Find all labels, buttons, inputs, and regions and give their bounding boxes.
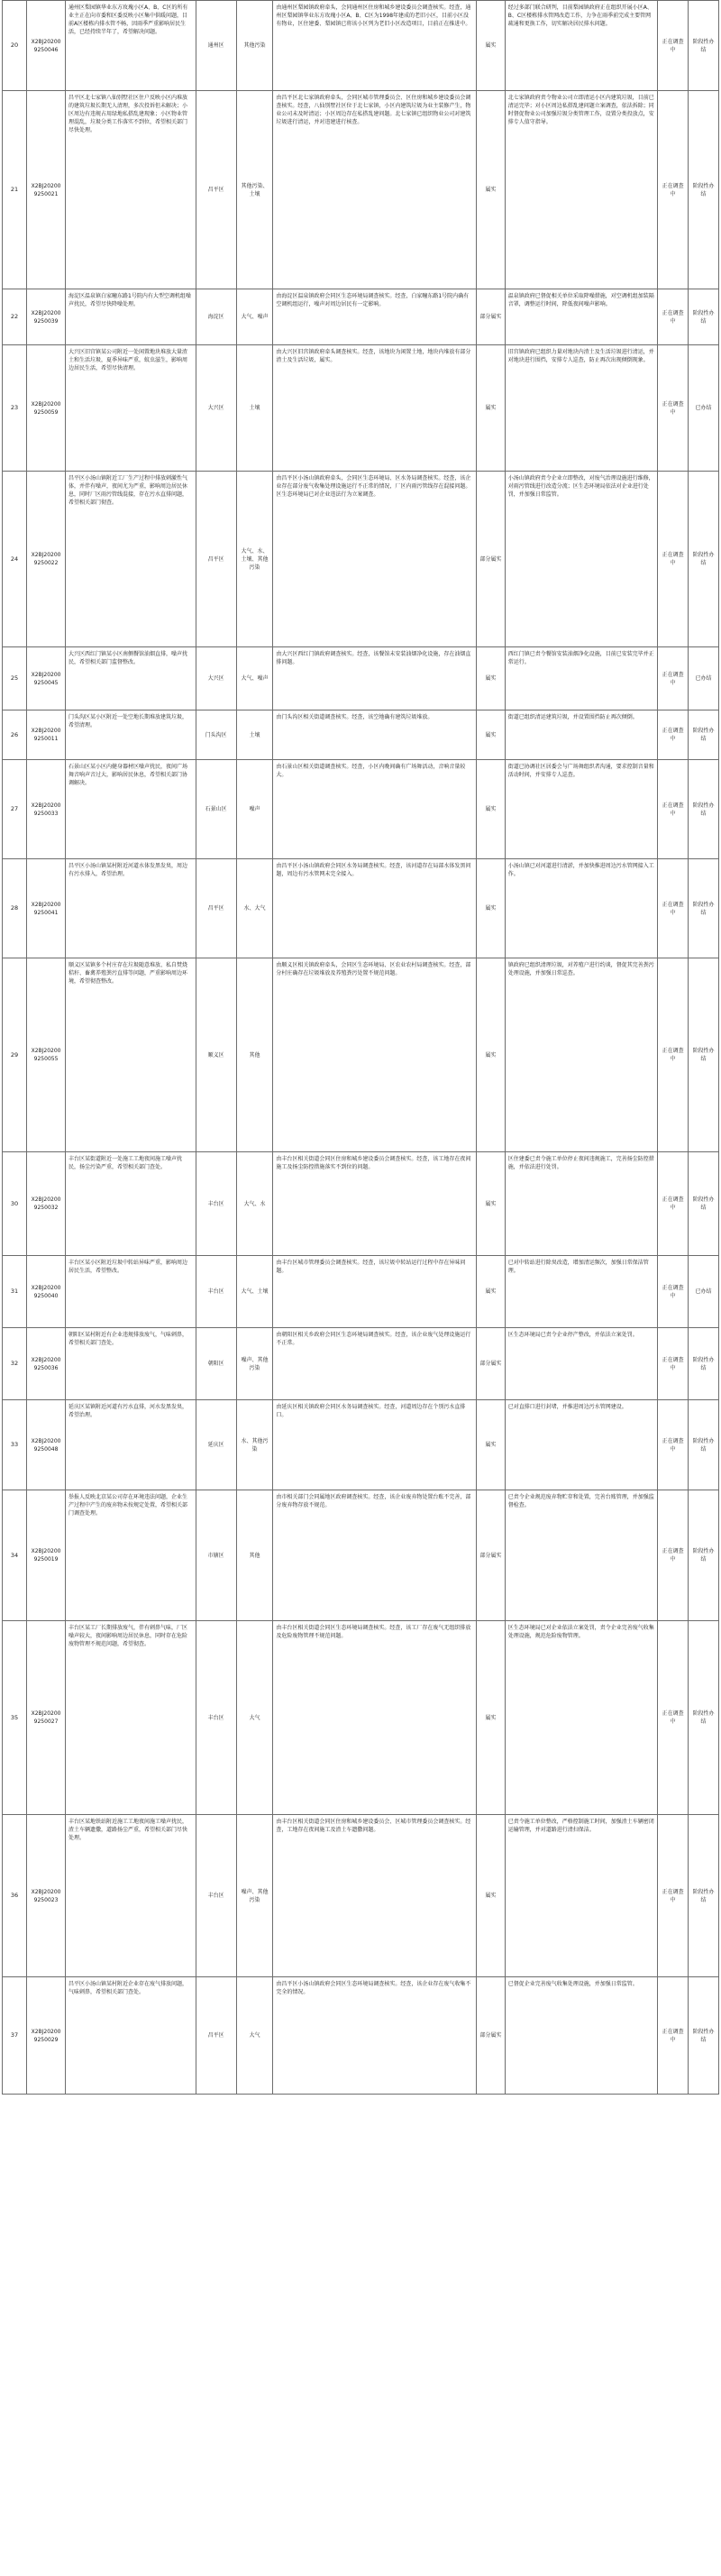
cell-category: 大气、水、土壤、其他污染: [236, 472, 273, 647]
cell-process: 由大兴区西红门镇政府调查核实。经查，该餐馆未安装油烟净化设施，存在油烟直排问题。: [273, 647, 477, 710]
table-row: [3, 1400, 719, 1490]
cell-no: 33: [3, 1400, 27, 1490]
cell-category: 其他: [236, 958, 273, 1152]
cell-result: 阶段性办结: [689, 1328, 719, 1400]
cell-code: X2BJ202009250040: [27, 1256, 66, 1328]
table-row: [3, 1490, 719, 1621]
cell-district: 朝阳区: [196, 1328, 236, 1400]
cell-result: 阶段性办结: [689, 859, 719, 958]
cell-district: 丰台区: [196, 1621, 236, 1815]
cell-measures: 街道已组织清运建筑垃圾，并设置围挡防止再次倾倒。: [505, 710, 657, 760]
cell-category: 水、大气: [236, 859, 273, 958]
cell-code: X2BJ202009250027: [27, 1621, 66, 1815]
cell-process: 由石景山区相关街道调查核实。经查，小区内晚间确有广场舞活动，音响音量较大。: [273, 760, 477, 859]
cell-process: 由门头沟区相关街道调查核实。经查，该空地确有建筑垃圾堆放。: [273, 710, 477, 760]
table-row: [3, 345, 719, 472]
cell-process: 由丰台区城市管理委员会调查核实。经查，该垃圾中转站运行过程中存在异味问题。: [273, 1256, 477, 1328]
cell-status: 正在调查中: [658, 710, 689, 760]
cell-status: 正在调查中: [658, 859, 689, 958]
cell-finding: 属实: [477, 345, 506, 472]
cell-finding: 属实: [477, 760, 506, 859]
cell-result: 阶段性办结: [689, 1152, 719, 1256]
table-row: [3, 472, 719, 647]
cell-code: X2BJ202009250055: [27, 958, 66, 1152]
cell-finding: 部分属实: [477, 1977, 506, 2095]
cell-result: 阶段性办结: [689, 958, 719, 1152]
table-row: [3, 958, 719, 1152]
cell-code: X2BJ202009250045: [27, 647, 66, 710]
cell-complaint: 石景山区某小区内健身器材区噪声扰民，夜间广场舞音响声音过大，影响居民休息，希望相关部门协调解决。: [66, 760, 196, 859]
cell-code: X2BJ202009250032: [27, 1152, 66, 1256]
cell-status: 正在调查中: [658, 1621, 689, 1815]
cell-code: X2BJ202009250019: [27, 1490, 66, 1621]
cell-no: 37: [3, 1977, 27, 2095]
cell-district: 顺义区: [196, 958, 236, 1152]
cell-process: 由丰台区相关街道会同区生态环境局调查核实。经查，该工厂存在废气无组织排放及危险废物管理不规范问题。: [273, 1621, 477, 1815]
cell-category: 大气、水: [236, 1152, 273, 1256]
cell-result: 阶段性办结: [689, 289, 719, 345]
cell-district: 石景山区: [196, 760, 236, 859]
cell-category: 其他污染: [236, 1, 273, 91]
cell-result: 已办结: [689, 345, 719, 472]
cell-category: 其他污染、土壤: [236, 91, 273, 289]
cell-measures: 区生态环境局已对企业依法立案处罚，责令企业完善废气收集处理设施，规范危险废物管理。: [505, 1621, 657, 1815]
cell-district: 大兴区: [196, 647, 236, 710]
cell-measures: 温泉镇政府已督促相关单位采取降噪措施，对空调机组加装隔音罩，调整运行时间，降低夜间噪声影响。: [505, 289, 657, 345]
cell-measures: 已责令施工单位整改，严格控制施工时间，加强渣土车辆密闭运输管理，并对道路进行清扫保洁。: [505, 1815, 657, 1977]
cell-measures: 旧宫镇政府已组织力量对地块内渣土及生活垃圾进行清运，并对地块进行围挡，安排专人巡查，防止再次出现倾倒现象。: [505, 345, 657, 472]
table-row: [3, 1, 719, 91]
table-row: [3, 1256, 719, 1328]
cell-measures: 区生态环境局已责令企业停产整改，并依法立案处罚。: [505, 1328, 657, 1400]
cell-district: 市辖区: [196, 1490, 236, 1621]
cell-complaint: 大兴区西红门镇某小区南侧餐馆油烟直排，噪声扰民，希望相关部门监督整改。: [66, 647, 196, 710]
cell-no: 29: [3, 958, 27, 1152]
cell-status: 正在调查中: [658, 1977, 689, 2095]
cell-complaint: 通州区梨园镇华业东方玫瑰小区A、B、C区的所有业主正在向市委和区委反映小区集中供暖问题，目前A区楼栋内排水管不畅，因雨季严重影响居民生活，已经持续半年了，希望解决问题。: [66, 1, 196, 91]
table-row: [3, 647, 719, 710]
cell-measures: 已督促企业完善废气收集处理设施，并加强日常监管。: [505, 1977, 657, 2095]
cell-category: 土壤: [236, 710, 273, 760]
cell-status: 正在调查中: [658, 472, 689, 647]
cell-complaint: 昌平区北七家镇八仙别墅社区住户反映小区内堆放的建筑垃圾长期无人清理，多次投诉但未解决；小区周边有违规占用绿地私搭乱建现象；小区物业管理混乱，垃圾分类工作落实不到位，希望相关部门尽快处理。: [66, 91, 196, 289]
cell-no: 21: [3, 91, 27, 289]
cell-code: X2BJ202009250046: [27, 1, 66, 91]
cell-code: X2BJ202009250039: [27, 289, 66, 345]
cell-complaint: 大兴区旧宫镇某公司附近一处闲置地块堆放大量渣土和生活垃圾，夏季异味严重，蚊虫滋生，影响周边居民生活，希望尽快清理。: [66, 345, 196, 472]
cell-complaint: 丰台区某街道附近一处施工工地夜间施工噪声扰民，扬尘污染严重，希望相关部门查处。: [66, 1152, 196, 1256]
cell-status: 正在调查中: [658, 1400, 689, 1490]
cell-measures: 镇政府已组织清理垃圾，对养殖户进行约谈，督促其完善粪污处理设施，并加强日常巡查。: [505, 958, 657, 1152]
cell-code: X2BJ202009250021: [27, 91, 66, 289]
table-row: [3, 289, 719, 345]
cell-code: X2BJ202009250041: [27, 859, 66, 958]
cell-no: 23: [3, 345, 27, 472]
cell-status: 正在调查中: [658, 91, 689, 289]
cell-status: 正在调查中: [658, 1490, 689, 1621]
cell-measures: 小汤山镇已对河道进行清淤，并加快推进周边污水管网接入工作。: [505, 859, 657, 958]
cell-code: X2BJ202009250059: [27, 345, 66, 472]
cell-complaint: 门头沟区某小区附近一处空地长期堆放建筑垃圾，希望清理。: [66, 710, 196, 760]
petition-table-body: [3, 1, 719, 2095]
cell-code: X2BJ202009250033: [27, 760, 66, 859]
cell-finding: 属实: [477, 710, 506, 760]
cell-code: X2BJ202009250036: [27, 1328, 66, 1400]
cell-measures: 已对直排口进行封堵，并推进周边污水管网建设。: [505, 1400, 657, 1490]
cell-no: 20: [3, 1, 27, 91]
cell-complaint: 丰台区某小区附近垃圾中转站异味严重，影响周边居民生活，希望整改。: [66, 1256, 196, 1328]
cell-code: X2BJ202009250023: [27, 1815, 66, 1977]
cell-category: 大气、土壤: [236, 1256, 273, 1328]
cell-complaint: 昌平区小汤山镇某村附近河道水体发黑发臭，周边有污水排入，希望治理。: [66, 859, 196, 958]
cell-category: 大气、噪声: [236, 647, 273, 710]
cell-code: X2BJ202009250011: [27, 710, 66, 760]
cell-measures: 街道已协调社区居委会与广场舞组织者沟通，要求控制音量和活动时间，并安排专人巡查。: [505, 760, 657, 859]
cell-complaint: 举报人反映北京某公司存在环境违法问题，企业生产过程中产生的废弃物未按规定处置，希望相关部门调查处理。: [66, 1490, 196, 1621]
cell-status: 正在调查中: [658, 1, 689, 91]
cell-complaint: 延庆区某镇附近河道有污水直排，河水发黑发臭，希望治理。: [66, 1400, 196, 1490]
cell-status: 正在调查中: [658, 1256, 689, 1328]
cell-district: 昌平区: [196, 1977, 236, 2095]
table-row: [3, 1152, 719, 1256]
cell-complaint: 昌平区小汤山镇附近工厂生产过程中排放刺激性气体，并伴有噪声，夜间尤为严重，影响周边居民休息，同时厂区雨污管线混接，存在污水直排问题，希望相关部门彻查。: [66, 472, 196, 647]
cell-status: 正在调查中: [658, 647, 689, 710]
cell-category: 噪声、其他污染: [236, 1815, 273, 1977]
cell-district: 昌平区: [196, 91, 236, 289]
cell-district: 昌平区: [196, 472, 236, 647]
cell-no: 30: [3, 1152, 27, 1256]
table-row: [3, 1328, 719, 1400]
cell-result: 已办结: [689, 647, 719, 710]
cell-result: 阶段性办结: [689, 1815, 719, 1977]
cell-finding: 属实: [477, 647, 506, 710]
cell-status: 正在调查中: [658, 1328, 689, 1400]
cell-result: 阶段性办结: [689, 710, 719, 760]
cell-process: 由顺义区相关镇政府牵头，会同区生态环境局、区农业农村局调查核实。经查，部分村庄确存在垃圾堆放及养殖粪污处置不规范问题。: [273, 958, 477, 1152]
cell-district: 门头沟区: [196, 710, 236, 760]
cell-process: 由大兴区旧宫镇政府牵头调查核实。经查，该地块为闲置土地，地块内堆放有部分渣土及生活垃圾，属实。: [273, 345, 477, 472]
cell-finding: 属实: [477, 1, 506, 91]
cell-measures: 已责令企业规范废弃物贮存和处置，完善台账管理，并加强监督检查。: [505, 1490, 657, 1621]
cell-result: 已办结: [689, 1256, 719, 1328]
cell-no: 24: [3, 472, 27, 647]
cell-district: 大兴区: [196, 345, 236, 472]
cell-no: 35: [3, 1621, 27, 1815]
cell-district: 延庆区: [196, 1400, 236, 1490]
cell-process: 由昌平区小汤山镇政府会同区水务局调查核实。经查，该河道存在局部水体发黑问题，周边有污水管网未完全接入。: [273, 859, 477, 958]
cell-process: 由海淀区温泉镇政府会同区生态环境局调查核实。经查，白家疃东路1号院内确有空调机组运行，噪声对周边居民有一定影响。: [273, 289, 477, 345]
cell-category: 大气: [236, 1621, 273, 1815]
cell-complaint: 朝阳区某村附近有企业违规排放废气，气味刺鼻，希望相关部门查处。: [66, 1328, 196, 1400]
table-row: [3, 1815, 719, 1977]
cell-result: 阶段性办结: [689, 472, 719, 647]
cell-status: 正在调查中: [658, 760, 689, 859]
cell-result: 阶段性办结: [689, 1490, 719, 1621]
cell-process: 由丰台区相关街道会同区住房和城乡建设委员会调查核实。经查，该工地存在夜间施工及扬尘防控措施落实不到位的问题。: [273, 1152, 477, 1256]
cell-measures: 小汤山镇政府责令企业立即整改，对废气治理设施进行维修，对雨污管线进行改造分流；区生态环境局依法对企业进行处罚，并加强日常监管。: [505, 472, 657, 647]
cell-district: 昌平区: [196, 859, 236, 958]
cell-finding: 属实: [477, 1400, 506, 1490]
table-row: [3, 1977, 719, 2095]
cell-process: 由朝阳区相关乡政府会同区生态环境局调查核实。经查，该企业废气处理设施运行不正常。: [273, 1328, 477, 1400]
cell-process: 由丰台区相关街道会同区住房和城乡建设委员会、区城市管理委员会调查核实。经查，工地存在夜间施工及渣土车遗撒问题。: [273, 1815, 477, 1977]
cell-status: 正在调查中: [658, 345, 689, 472]
cell-complaint: 丰台区某地铁站附近施工工地夜间施工噪声扰民，渣土车辆遗撒，道路扬尘严重，希望相关部门尽快处理。: [66, 1815, 196, 1977]
cell-status: 正在调查中: [658, 1815, 689, 1977]
cell-finding: 属实: [477, 1815, 506, 1977]
cell-result: 阶段性办结: [689, 1621, 719, 1815]
cell-no: 27: [3, 760, 27, 859]
cell-process: 由市相关部门会同属地区政府调查核实。经查，该企业废弃物处置台账不完善，部分废弃物存放不规范。: [273, 1490, 477, 1621]
cell-measures: 北七家镇政府责令物业公司立即清运小区内建筑垃圾，目前已清运完毕；对小区周边私搭乱建问题立案调查，依法拆除；同时督促物业公司加强垃圾分类管理工作，设置分类投放点，安排专人值守指导。: [505, 91, 657, 289]
cell-no: 31: [3, 1256, 27, 1328]
cell-finding: 部分属实: [477, 1490, 506, 1621]
cell-finding: 部分属实: [477, 289, 506, 345]
cell-category: 其他: [236, 1490, 273, 1621]
cell-result: 阶段性办结: [689, 1400, 719, 1490]
cell-category: 土壤: [236, 345, 273, 472]
cell-complaint: 顺义区某镇多个村庄存在垃圾随意堆放、私自焚烧秸秆、畜禽养殖粪污直排等问题，严重影响周边环境，希望彻查整改。: [66, 958, 196, 1152]
cell-district: 丰台区: [196, 1256, 236, 1328]
cell-code: X2BJ202009250029: [27, 1977, 66, 2095]
cell-category: 水、其他污染: [236, 1400, 273, 1490]
cell-finding: 属实: [477, 91, 506, 289]
cell-complaint: 海淀区温泉镇白家疃东路1号院内有大型空调机组噪声扰民，希望尽快降噪处理。: [66, 289, 196, 345]
cell-code: X2BJ202009250022: [27, 472, 66, 647]
cell-measures: 区住建委已责令施工单位停止夜间违规施工，完善扬尘防控措施，并依法进行处罚。: [505, 1152, 657, 1256]
cell-finding: 部分属实: [477, 472, 506, 647]
cell-measures: 经过多部门联合研判，目前梨园镇政府正在组织开展小区A、B、C区楼栋排水管网改造工作，力争在雨季前完成主要管网疏通和更换工作，切实解决居民排水问题。: [505, 1, 657, 91]
cell-process: 由昌平区小汤山镇政府牵头，会同区生态环境局、区水务局调查核实。经查，该企业存在部分废气收集处理设施运行不正常的情况，厂区内雨污管线存在混接问题。区生态环境局已对企业违法行为立案调查。: [273, 472, 477, 647]
cell-no: 22: [3, 289, 27, 345]
cell-no: 34: [3, 1490, 27, 1621]
cell-no: 26: [3, 710, 27, 760]
petition-table: [2, 0, 719, 2095]
cell-process: 由延庆区相关镇政府会同区水务局调查核实。经查，河道周边存在个别污水直排口。: [273, 1400, 477, 1490]
cell-finding: 属实: [477, 958, 506, 1152]
table-row: [3, 760, 719, 859]
cell-complaint: 丰台区某工厂长期排放废气，伴有刺鼻气味，厂区噪声较大，夜间影响周边居民休息，同时存在危险废物管理不规范问题，希望彻查。: [66, 1621, 196, 1815]
cell-process: 由通州区梨园镇政府牵头，会同通州区住房和城乡建设委员会调查核实。经查，通州区梨园镇华业东方玫瑰小区A、B、C区为1998年建成的老旧小区，目前小区没有物业，区住建委、梨园镇已将该小区列为老旧小区改造项目，目前正在推进中。: [273, 1, 477, 91]
cell-no: 32: [3, 1328, 27, 1400]
table-row: [3, 859, 719, 958]
cell-result: 阶段性办结: [689, 760, 719, 859]
cell-no: 25: [3, 647, 27, 710]
cell-district: 海淀区: [196, 289, 236, 345]
cell-district: 丰台区: [196, 1815, 236, 1977]
cell-no: 36: [3, 1815, 27, 1977]
cell-status: 正在调查中: [658, 1152, 689, 1256]
cell-measures: 西红门镇已责令餐馆安装油烟净化设施，目前已安装完毕并正常运行。: [505, 647, 657, 710]
cell-result: 阶段性办结: [689, 1977, 719, 2095]
cell-measures: 已对中转站进行除臭改造，增加清运频次，加强日常保洁管理。: [505, 1256, 657, 1328]
table-row: [3, 710, 719, 760]
cell-code: X2BJ202009250048: [27, 1400, 66, 1490]
cell-process: 由昌平区小汤山镇政府会同区生态环境局调查核实。经查，该企业存在废气收集不完全的情况。: [273, 1977, 477, 2095]
cell-result: 阶段性办结: [689, 1, 719, 91]
cell-category: 噪声、其他污染: [236, 1328, 273, 1400]
cell-result: 阶段性办结: [689, 91, 719, 289]
cell-category: 大气、噪声: [236, 289, 273, 345]
cell-finding: 部分属实: [477, 1328, 506, 1400]
cell-status: 正在调查中: [658, 958, 689, 1152]
cell-district: 通州区: [196, 1, 236, 91]
cell-finding: 属实: [477, 1152, 506, 1256]
table-row: [3, 91, 719, 289]
cell-process: 由昌平区北七家镇政府牵头，会同区城市管理委员会、区住房和城乡建设委员会调查核实。经查，八仙别墅社区位于北七家镇，小区内建筑垃圾为业主装修产生，物业公司未及时清运；小区周边存在私搭乱建问题。北七家镇已组织物业公司对建筑垃圾进行清运，并对违建进行核查。: [273, 91, 477, 289]
cell-district: 丰台区: [196, 1152, 236, 1256]
cell-finding: 属实: [477, 859, 506, 958]
cell-category: 大气: [236, 1977, 273, 2095]
cell-no: 28: [3, 859, 27, 958]
cell-category: 噪声: [236, 760, 273, 859]
cell-finding: 属实: [477, 1621, 506, 1815]
cell-status: 正在调查中: [658, 289, 689, 345]
table-row: [3, 1621, 719, 1815]
cell-complaint: 昌平区小汤山镇某村附近企业存在废气排放问题，气味刺鼻，希望相关部门查处。: [66, 1977, 196, 2095]
cell-finding: 属实: [477, 1256, 506, 1328]
